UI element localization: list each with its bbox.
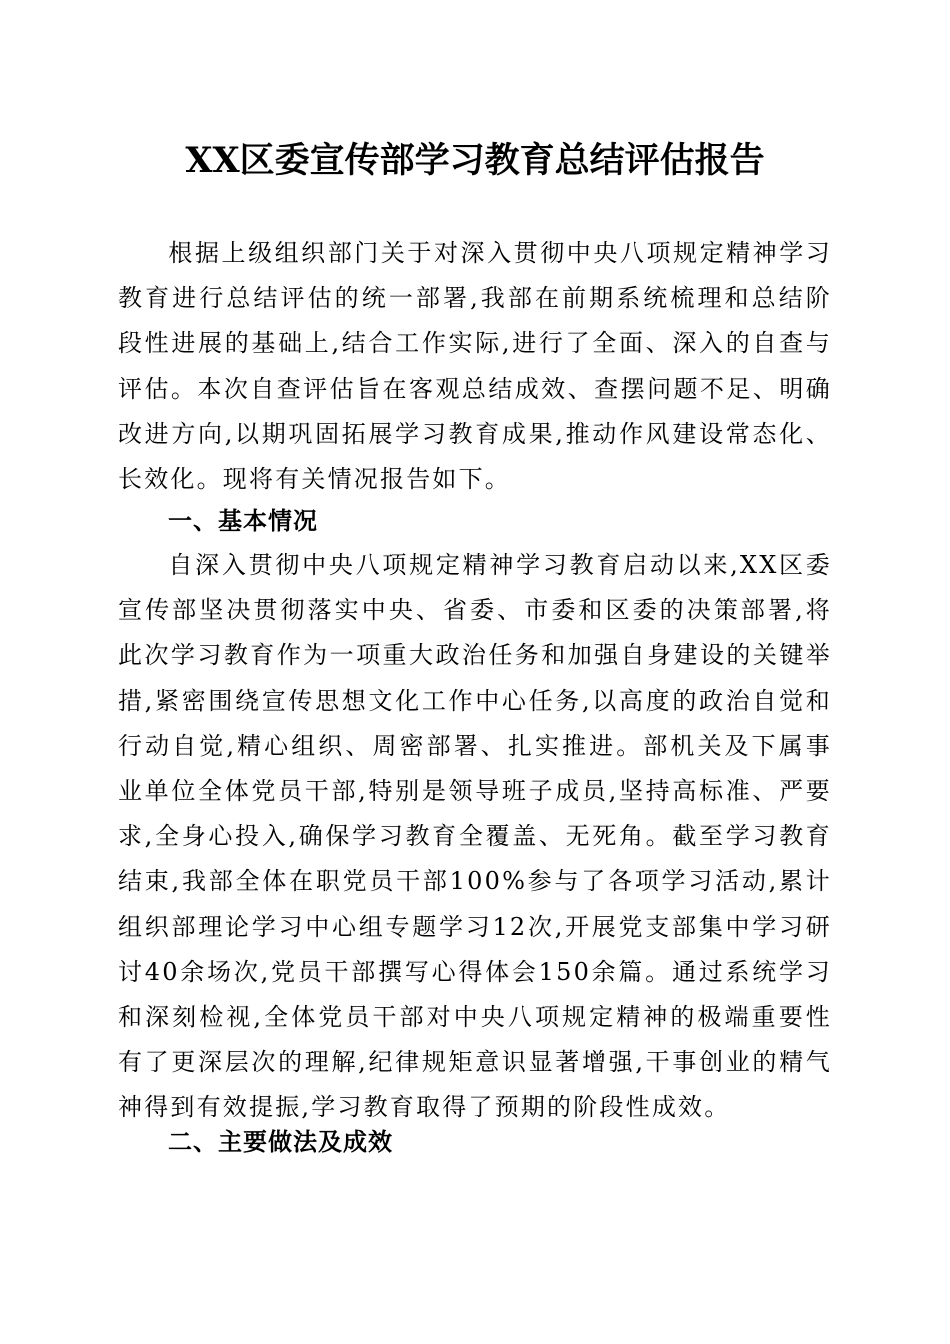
section-paragraph-basic-situation: 自深入贯彻中央八项规定精神学习教育启动以来,XX区委宣传部坚决贯彻落实中央、省委、市委和区委的决策部署,将此次学习教育作为一项重大政治任务和加强自身建设的关键举措,紧密围绕宣传思想文化工作中心任务,以高度的政治自觉和行动自觉,精心组织、周密部署、扎实推进。部机关及下属事业单位全体党员干部,特别是领导班子成员,坚持高标准、严要求,全身心投入,确保学习教育全覆盖、无死角。截至学习教育结束,我部全体在职党员干部100%参与了各项学习活动,累计组织部理论学习中心组专题学习12次,开展党支部集中学习研讨40余场次,党员干部撰写心得体会150余篇。通过系统学习和深刻检视,全体党员干部对中央八项规定精神的极端重要性有了更深层次的理解,纪律规矩意识显著增强,干事创业的精气神得到有效提振,学习教育取得了预期的阶段性成效。 xyxy=(118,551,832,1122)
intro-paragraph: 根据上级组织部门关于对深入贯彻中央八项规定精神学习教育进行总结评估的统一部署,我部在前期系统梳理和总结阶段性进展的基础上,结合工作实际,进行了全面、深入的自查与评估。本次自查评估旨在客观总结成效、查摆问题不足、明确改进方向,以期巩固拓展学习教育成果,推动作风建设常态化、长效化。现将有关情况报告如下。 xyxy=(118,239,832,494)
section-heading-main-practices: 二、主要做法及成效 xyxy=(168,1128,393,1156)
section-heading-basic-situation: 一、基本情况 xyxy=(168,507,318,535)
document-title: XX区委宣传部学习教育总结评估报告 xyxy=(185,140,765,181)
